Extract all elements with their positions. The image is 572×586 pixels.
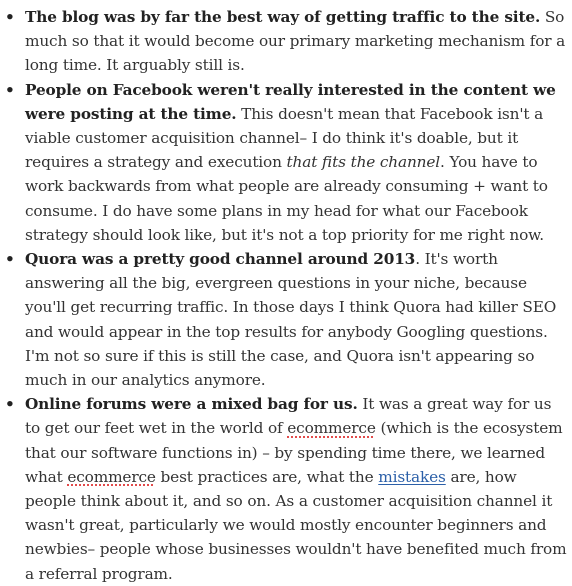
body-text: are, how people think about it, and so on. As a customer acquisition channel it wasn't great, particularly we would mostly encounter beginners and newbies– people whose businesses wouldn't have benefited much from a referral program. (25, 467, 567, 583)
list-item-forums (0, 392, 572, 586)
lead-text: People on Facebook weren't really interested in the content we were posting at the time. (25, 80, 556, 123)
body-text: So much so that it would become our primary marketing mechanism for a long time. It arguably still is. (25, 8, 566, 75)
bullet-list (0, 5, 572, 586)
mistakes-link[interactable]: mistakes (378, 467, 446, 486)
body-text: (which is the ecosystem that our software functions in) – by spending time there, we learned what (25, 419, 563, 486)
emphasis-text: that fits the channel (286, 153, 441, 172)
spellchecked-word[interactable]: ecommerce (287, 419, 376, 438)
lead-text: Quora was a pretty good channel around 2013 (25, 250, 416, 269)
bullet-icon: • (5, 250, 15, 269)
body-text: . It's worth answering all the big, evergreen questions in your niche, because you'll get recurring traffic. In those days I think Quora had killer SEO and would appear in the top results for anybody Googling questions. I'm not so sure if this is still the case, and Quora isn't appearing so much in our analytics anymore. (25, 250, 557, 390)
list-item-quora (0, 247, 572, 392)
list-item-facebook (0, 78, 572, 247)
article-body (0, 5, 572, 583)
body-text: best practices are, what the (155, 467, 379, 486)
body-text: This doesn't mean that Facebook isn't a viable customer acquisition channel– I do think it's doable, but it requires a strategy and execution (25, 104, 544, 172)
lead-text: The blog was by far the best way of getting traffic to the site. (25, 8, 541, 26)
list-item-blog (0, 5, 572, 78)
bullet-icon: • (5, 8, 15, 26)
bullet-icon: • (5, 395, 15, 414)
body-text: It was a great way for us to get our feet wet in the world of (25, 395, 552, 438)
lead-text: Online forums were a mixed bag for us. (25, 395, 358, 414)
body-text: . You have to work backwards from what people are already consuming + want to consume. I do have some plans in my head for what our Facebook strategy should look like, but it's not a top priority for me right now. (25, 153, 548, 244)
bullet-icon: • (5, 80, 15, 99)
spellchecked-word[interactable]: ecommerce (67, 467, 156, 486)
